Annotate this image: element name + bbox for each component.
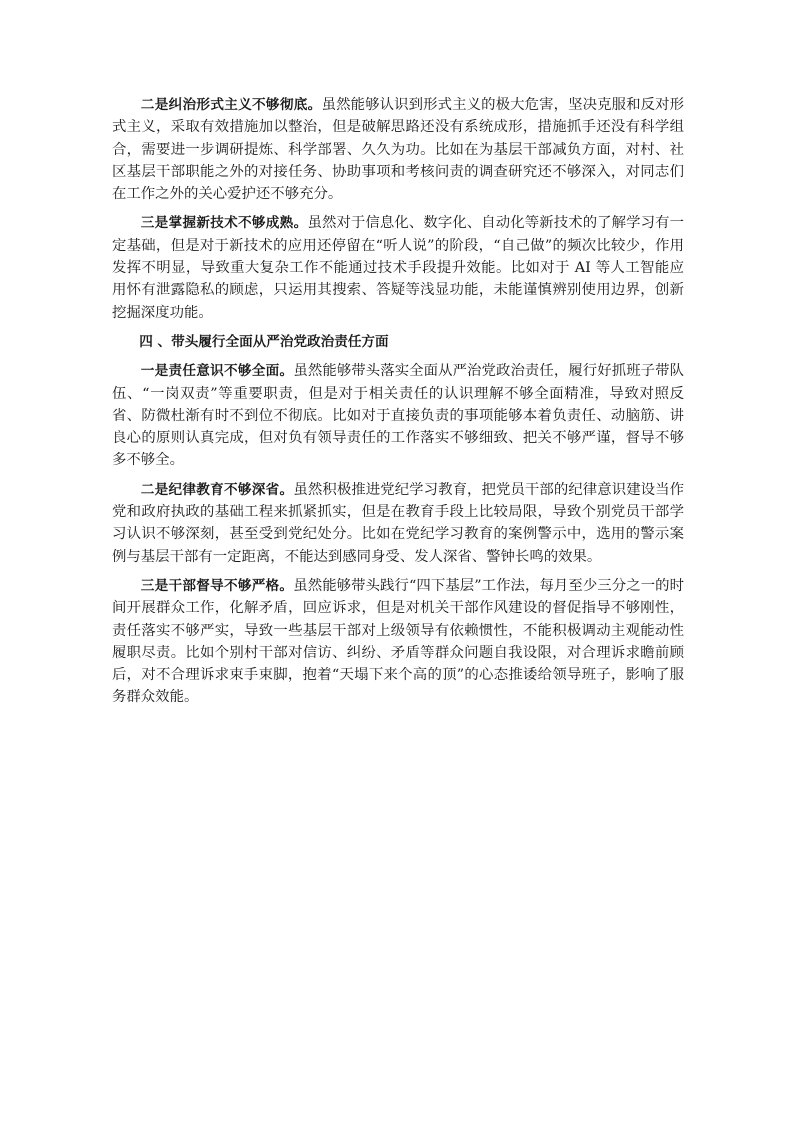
paragraph-body: 虽然能够带头落实全面从严治党政治责任，履行好抓班子带队伍、“一岗双责”等重要职责，但是对于相关责任的认识理解不够全面精准，导致对照反省、防微杜渐有时不到位不彻底。比如对于直接负责的事项能够本着负责任、动脑筋、讲良心的原则认真完成，但对负有领导责任的工作落实不够细致、把关不够严谨，督导不够多不够全。 <box>112 363 684 469</box>
paragraph-body: 虽然能够认识到形式主义的极大危害，坚决克服和反对形式主义，采取有效措施加以整治，但是破解思路还没有系统成形，措施抓手还没有科学组合，需要进一步调研提炼、科学部署、久久为功。比如在为基层干部减负方面，对村、社区基层干部职能之外的对接任务、协助事项和考核问责的调查研究还不够深入，对同志们在工作之外的关心爱护还不够充分。 <box>112 97 684 203</box>
paragraph-formalism <box>112 94 684 205</box>
paragraph-body: 虽然积极推进党纪学习教育，把党员干部的纪律意识建设当作党和政府执政的基础工程来抓紧抓实，但是在教育手段上比较局限，导致个别党员干部学习认识不够深刻，甚至受到党纪处分。比如在党纪学习教育的案例警示中，选用的警示案例与基层干部有一定距离，不能达到感同身受、发人深省、警钟长鸣的效果。 <box>112 481 684 565</box>
paragraph-lead: 三是掌握新技术不够成熟。 <box>140 215 308 232</box>
document-page <box>112 94 684 716</box>
paragraph-lead: 二是纠治形式主义不够彻底。 <box>140 97 322 113</box>
section-heading: 四 、带头履行全面从严治党政治责任方面 <box>139 333 389 350</box>
paragraph-discipline-education <box>112 479 684 568</box>
paragraph-cadre-supervision <box>112 575 684 709</box>
paragraph-lead: 三是干部督导不够严格。 <box>140 577 294 594</box>
paragraph-lead: 二是纪律教育不够深省。 <box>140 481 294 498</box>
paragraph-responsibility <box>112 360 684 471</box>
paragraph-body: 虽然能够带头践行“四下基层”工作法，每月至少三分之一的时间开展群众工作，化解矛盾，回应诉求，但是对机关干部作风建设的督促指导不够刚性，责任落实不够严实，导致一些基层干部对上级领导有依赖惯性，不能积极调动主观能动性履职尽责。比如个别村干部对信访、纠纷、矛盾等群众问题自我设限，对合理诉求瞻前顾后，对不合理诉求束手束脚，抱着“天塌下来个高的顶”的心态推诿给领导班子，影响了服务群众效能。 <box>112 577 684 706</box>
paragraph-body: 虽然对于信息化、数字化、自动化等新技术的了解学习有一定基础，但是对于新技术的应用还停留在“听人说”的阶段，“自己做”的频次比较少，作用发挥不明显，导致重大复杂工作不能通过技术手段提升效能。比如对于 AI 等人工智能应用怀有泄露隐私的顾虑，只运用其搜索、答疑等浅显功能，未能谨慎辨别使用边界，创新挖掘深度功能。 <box>112 215 684 321</box>
paragraph-new-technology <box>112 212 684 323</box>
paragraph-lead: 一是责任意识不够全面。 <box>140 363 294 380</box>
